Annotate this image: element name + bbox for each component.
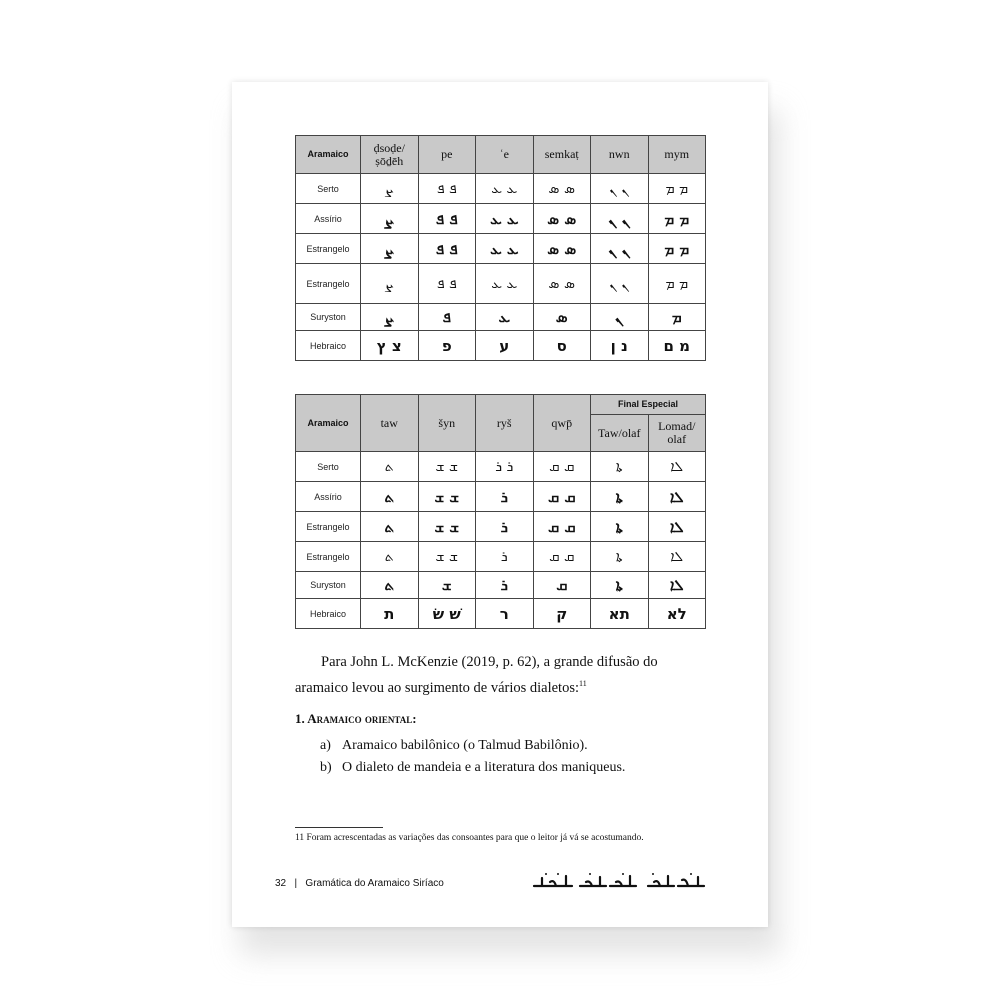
glyph-cell: ܨ: [361, 204, 419, 234]
page-number: 32: [275, 878, 287, 889]
page-footer: [275, 878, 444, 889]
glyph-cell: ܫ ܫ: [418, 512, 476, 542]
glyph-cell: ܬܐ: [591, 542, 649, 572]
table2-header: qwp̄: [533, 395, 591, 452]
glyph-cell: לא: [648, 599, 706, 629]
table-row: [296, 304, 706, 331]
section-heading: 1. Aramaico oriental:: [295, 711, 417, 726]
glyph-cell: ܣ ܣ: [533, 174, 591, 204]
glyph-cell: ܠܐ: [648, 572, 706, 599]
table1-header: ʿe: [476, 136, 534, 174]
table1-header: nwn: [591, 136, 649, 174]
glyph-cell: ܩ ܩ: [533, 482, 591, 512]
table-row: [296, 512, 706, 542]
glyph-cell: ܪ: [476, 542, 534, 572]
glyph-cell: צ ץ: [361, 331, 419, 361]
glyph-cell: ܩ ܩ: [533, 512, 591, 542]
book-title: Gramática do Aramaico Siríaco: [305, 878, 444, 889]
list-marker: a): [320, 738, 331, 753]
glyph-cell: ܦ ܦ: [418, 204, 476, 234]
glyph-cell: ס: [533, 331, 591, 361]
glyph-cell: ע: [476, 331, 534, 361]
footnote-reference: 11: [579, 679, 587, 688]
glyph-cell: ܥ ܥ: [476, 234, 534, 264]
glyph-cell: ܠܐ: [648, 512, 706, 542]
glyph-cell: ܫ: [418, 572, 476, 599]
glyph-cell: ܠܐ: [648, 482, 706, 512]
table-row: [296, 174, 706, 204]
table1-header: mym: [648, 136, 706, 174]
row-label: Assírio: [296, 482, 361, 512]
glyph-cell: ܡ ܡ: [648, 234, 706, 264]
body-paragraph: [295, 652, 705, 699]
alphabet-table-1: [295, 135, 706, 361]
glyph-cell: ת: [361, 599, 419, 629]
table2-sub-header: Taw/olaf: [591, 415, 649, 452]
glyph-cell: ܪ: [476, 482, 534, 512]
glyph-cell: ܨ: [361, 174, 419, 204]
glyph-cell: ܦ ܦ: [418, 234, 476, 264]
glyph-cell: ܬ: [361, 452, 419, 482]
table-row: [296, 482, 706, 512]
row-label: Suryston: [296, 572, 361, 599]
glyph-cell: מ ם: [648, 331, 706, 361]
glyph-cell: ק: [533, 599, 591, 629]
glyph-cell: ܬ: [361, 512, 419, 542]
table-row: [296, 204, 706, 234]
glyph-cell: ܦ ܦ: [418, 174, 476, 204]
glyph-cell: ܦ ܦ: [418, 264, 476, 304]
table1-corner-header: Aramaico: [296, 136, 361, 174]
table2-header: taw: [361, 395, 419, 452]
table2-group-header: Final Especial: [591, 395, 706, 415]
row-label: Serto: [296, 174, 361, 204]
glyph-cell: ܬ: [361, 542, 419, 572]
glyph-cell: ܬܐ: [591, 482, 649, 512]
glyph-cell: ܦ: [418, 304, 476, 331]
row-label: Estrangelo: [296, 542, 361, 572]
glyph-cell: ܡ ܡ: [648, 174, 706, 204]
glyph-cell: ܬ: [361, 482, 419, 512]
glyph-cell: ܬܐ: [591, 512, 649, 542]
row-label: Hebraico: [296, 331, 361, 361]
glyph-cell: ܨ: [361, 264, 419, 304]
glyph-cell: ܥ: [476, 304, 534, 331]
glyph-cell: ܣ: [533, 304, 591, 331]
glyph-cell: ܠܐ: [648, 542, 706, 572]
glyph-cell: שׁ שׂ: [418, 599, 476, 629]
glyph-cell: ܠܐ: [648, 452, 706, 482]
glyph-cell: ܥ ܥ: [476, 204, 534, 234]
list-marker: b): [320, 760, 332, 775]
glyph-cell: נ ן: [591, 331, 649, 361]
glyph-cell: פ: [418, 331, 476, 361]
glyph-cell: ܡ: [648, 304, 706, 331]
glyph-cell: ܣ ܣ: [533, 234, 591, 264]
book-page: [232, 82, 768, 927]
table-row: [296, 331, 706, 361]
glyph-cell: ܥ ܥ: [476, 264, 534, 304]
glyph-cell: ܬ: [361, 572, 419, 599]
glyph-cell: ܢ: [591, 304, 649, 331]
glyph-cell: ܢ ܢ: [591, 264, 649, 304]
glyph-cell: ܢ ܢ: [591, 174, 649, 204]
glyph-cell: ܪ ܪ: [476, 452, 534, 482]
glyph-cell: ܨ: [361, 234, 419, 264]
glyph-cell: ܣ ܣ: [533, 204, 591, 234]
paragraph-text: Para John L. McKenzie (2019, p. 62), a grande difusão do aramaico levou ao surgimento de vários dialetos:: [295, 654, 658, 696]
glyph-cell: ܡ ܡ: [648, 264, 706, 304]
glyph-cell: ר: [476, 599, 534, 629]
glyph-cell: ܫ ܫ: [418, 452, 476, 482]
glyph-cell: ܣ ܣ: [533, 264, 591, 304]
table2-sub-header: Lomad/ olaf: [648, 415, 706, 452]
row-label: Estrangelo: [296, 234, 361, 264]
table1-header: semkaṭ: [533, 136, 591, 174]
table-row: [296, 264, 706, 304]
glyph-cell: ܬܐ: [591, 452, 649, 482]
list-item-text: O dialeto de mandeia e a literatura dos maniqueus.: [342, 760, 626, 775]
glyph-cell: ܡ ܡ: [648, 204, 706, 234]
glyph-cell: ܢ ܢ: [591, 234, 649, 264]
row-label: Estrangelo: [296, 512, 361, 542]
row-label: Estrangelo: [296, 264, 361, 304]
glyph-cell: ܪ: [476, 572, 534, 599]
glyph-cell: ܨ: [361, 304, 419, 331]
glyph-cell: ܫ ܫ: [418, 542, 476, 572]
row-label: Hebraico: [296, 599, 361, 629]
glyph-cell: ܢ ܢ: [591, 204, 649, 234]
row-label: Serto: [296, 452, 361, 482]
table-row: [296, 452, 706, 482]
table2-corner-header: Aramaico: [296, 395, 361, 452]
table1-header: ḍsoḍe/ ṣōḏēh: [361, 136, 419, 174]
glyph-cell: ܥ ܥ: [476, 174, 534, 204]
footnote: 11 Foram acrescentadas as variações das consoantes para que o leitor já vá se acostumando.: [295, 833, 644, 843]
list-item: [320, 760, 625, 776]
list-item: [320, 738, 588, 754]
row-label: Assírio: [296, 204, 361, 234]
table-row: [296, 234, 706, 264]
alphabet-table-2: [295, 394, 706, 629]
footnote-divider: [295, 827, 383, 828]
table2-header: ryš: [476, 395, 534, 452]
glyph-cell: ܩ ܩ: [533, 452, 591, 482]
glyph-cell: ܪ: [476, 512, 534, 542]
glyph-cell: ܩ: [533, 572, 591, 599]
row-label: Suryston: [296, 304, 361, 331]
glyph-cell: ܬܐ: [591, 572, 649, 599]
syriac-title-logo: [528, 872, 708, 894]
table2-header: šyn: [418, 395, 476, 452]
footer-separator: |: [294, 878, 298, 889]
glyph-cell: תא: [591, 599, 649, 629]
list-item-text: Aramaico babilônico (o Talmud Babilônio).: [342, 738, 588, 753]
table-row: [296, 599, 706, 629]
table1-header: pe: [418, 136, 476, 174]
glyph-cell: ܩ ܩ: [533, 542, 591, 572]
table-row: [296, 572, 706, 599]
glyph-cell: ܫ ܫ: [418, 482, 476, 512]
table-row: [296, 542, 706, 572]
